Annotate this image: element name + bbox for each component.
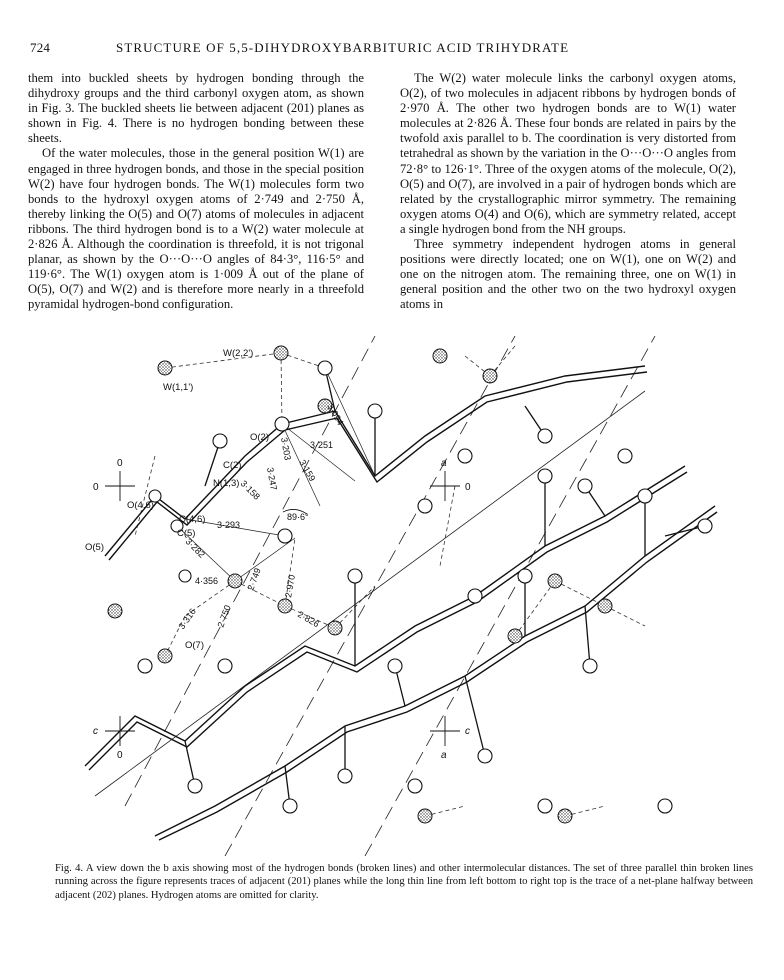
right-column — [400, 71, 736, 313]
axis-label-origin-mid: 0 — [465, 482, 471, 493]
distance-label-3094: 3·094 — [325, 402, 346, 427]
distance-label-3158: 3·158 — [238, 478, 262, 502]
net-plane-line — [95, 391, 645, 796]
figure-4 — [45, 336, 755, 856]
axis-label-origin-left: 0 — [93, 482, 99, 493]
axis-label-a-mid: a — [441, 458, 447, 469]
left-column — [28, 71, 364, 313]
atom-label-o46: O(4,6) — [127, 500, 154, 511]
distance-label-3293: 3·293 — [217, 520, 241, 530]
right-paragraph-2: Three symmetry independent hydrogen atoms in general positions were directly located; one on W(1), one on W(2) and one on the nitrogen atom. The remaining three, one on W(1) in general position and the other two on the two hydroxyl oxygen atoms in — [400, 237, 736, 312]
atom-label-n13: N(1,3) — [213, 478, 240, 489]
atom-label-o5: O(5) — [85, 542, 104, 553]
axis-label-origin-top: 0 — [117, 458, 123, 469]
running-header — [30, 40, 752, 60]
water-atoms — [108, 346, 612, 823]
atom-label-c5: C(5) — [177, 528, 196, 539]
crystal-structure-diagram — [45, 336, 755, 856]
oxygen-atoms — [138, 361, 712, 813]
distance-label-3247: 3·247 — [265, 466, 279, 492]
atom-label-c46: C(4,6) — [179, 514, 206, 525]
atom-label-c2: C(2) — [223, 460, 242, 471]
axis-label-a-bottom-mid: a — [441, 750, 447, 761]
distance-label-3251: 3·251 — [310, 440, 334, 450]
axis-label-origin-bottom-left: 0 — [117, 750, 123, 761]
distance-label-3159: 3·159 — [297, 458, 318, 483]
distance-label-3282: 3·282 — [183, 536, 207, 560]
distance-label-2970: 2·970 — [283, 573, 297, 599]
distance-label-2749: 2·749 — [245, 566, 263, 592]
distance-label-2750: 2·750 — [215, 603, 233, 629]
figure-caption: Fig. 4. A view down the b axis showing most of the hydrogen bonds (broken lines) and other intermolecular distances. The set of three parallel thin broken lines running across the figure represents traces of adjacent (201) planes while the long thin line from left bottom to right top is the trace of a net-plane halfway between adjacent (202) planes. Hydrogen atoms are omitted for clarity. — [55, 863, 753, 901]
distance-label-4356: 4·356 — [195, 576, 219, 586]
atom-label-o2: O(2) — [250, 432, 269, 443]
axis-label-c-bottom-mid: c — [465, 726, 470, 737]
running-title: STRUCTURE OF 5,5-DIHYDROXYBARBITURIC ACID TRIHYDRATE — [116, 40, 570, 55]
right-paragraph-1: The W(2) water molecule links the carbonyl oxygen atoms, O(2), of two molecules in adjacent ribbons by hydrogen bonds of 2·970 Å. The other two hydrogen bonds are to W(1) water molecules at 2·826 Å. These four bonds are related in pairs by the twofold axis parallel to b. The coordination is very distorted from tetrahedral as shown by the variation in the O···O···O angles from 72·8° to 126·1°. Three of the oxygen atoms of the molecule, O(2), O(5) and O(7), are involved in a pair of hydrogen bonds which are related by the crystallographic mirror symmetry. The remaining oxygen atoms O(4) and O(6), which are symmetry related, accept a single hydrogen bond from the NH groups. — [400, 71, 736, 236]
atom-label-w22: W(2,2') — [223, 348, 254, 359]
angle-label-896: 89·6° — [287, 512, 309, 522]
atom-label-o7: O(7) — [185, 640, 204, 651]
distance-label-3203: 3·203 — [279, 436, 293, 462]
molecule-ribbons — [85, 366, 717, 840]
axis-label-c-bottom-left: c — [93, 726, 98, 737]
plane-traces — [125, 336, 655, 856]
distance-label-2826: 2·826 — [296, 609, 321, 630]
atom-label-w11: W(1,1') — [163, 382, 194, 393]
distance-label-3316: 3·316 — [176, 606, 198, 632]
page-number: 724 — [30, 40, 51, 55]
left-paragraph-2: Of the water molecules, those in the general position W(1) are engaged in three hydrogen bonds, and those in the special position W(2) have four hydrogen bonds. The W(1) molecules form two bonds to the hydroxyl oxygen atoms of 2·749 and 2·750 Å, thereby linking the O(5) and O(7) atoms of molecules in adjacent ribbons. The third hydrogen bond is to a W(2) water molecule at 2·826 Å. Although the coordination is threefold, it is not trigonal planar, as shown by the O···O···O angles of 84·3°, 116·5° and 119·6°. The W(1) oxygen atom is 1·009 Å out of the plane of O(5), O(7) and W(2) and is therefore more nearly in a threefold pyramidal hydrogen-bond configuration. — [28, 146, 364, 312]
left-paragraph-1: them into buckled sheets by hydrogen bonding through the dihydroxy groups and the third carbonyl oxygen atom, as shown in Fig. 3. The buckled sheets lie between adjacent (201) planes as shown in Fig. 4. There is no hydrogen bonding between these sheets. — [28, 71, 364, 146]
